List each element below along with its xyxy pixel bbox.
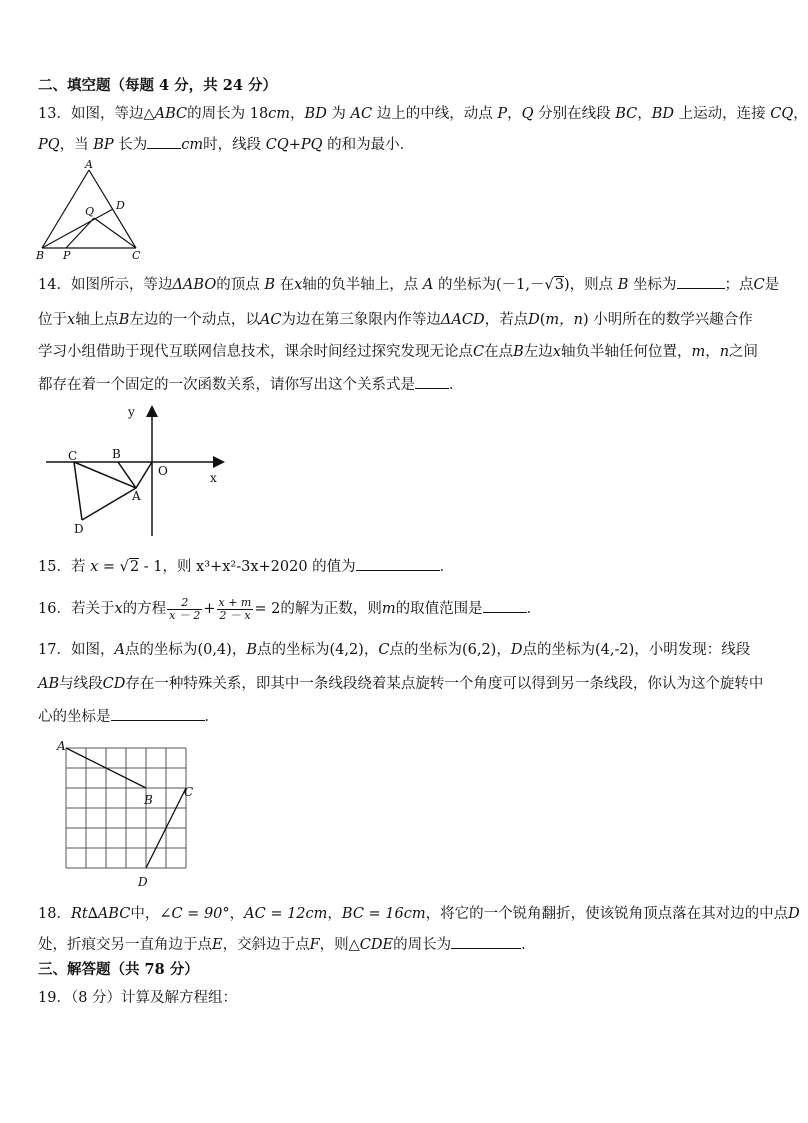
q14-answer-blank-1[interactable] — [677, 274, 725, 289]
q14-d: D — [528, 312, 540, 328]
q18-text: ，交斜边于点 — [222, 937, 310, 953]
q15-rad: 2 — [129, 559, 140, 575]
q18-text: ，将它的一个锐角翻折，使该锐角顶点落在其对边的中点 — [425, 906, 789, 922]
q14-label-x: x — [210, 471, 217, 485]
q17-b: B — [246, 642, 257, 658]
q16-x: x — [114, 601, 123, 617]
q14-text: 坐标为 — [628, 277, 677, 293]
q14-text: 的顶点 — [216, 277, 265, 293]
q18-ac: AC = 12cm — [244, 906, 328, 922]
q17-a: A — [114, 642, 125, 658]
q16-answer-blank[interactable] — [483, 598, 527, 613]
q13-number: 13． — [38, 106, 71, 122]
q17-text: 如图， — [70, 642, 115, 658]
q13-text: 时，线段 — [203, 137, 266, 153]
q14-text: ；点 — [724, 277, 754, 293]
q17-cd: CD — [102, 676, 126, 692]
q13-q: Q — [521, 106, 534, 122]
q18-answer-blank[interactable] — [451, 934, 521, 949]
q17-label-b: B — [144, 793, 153, 807]
q14-coord-rad: 3 — [554, 277, 564, 293]
q14-number: 14． — [38, 277, 71, 293]
q17-figure — [54, 738, 204, 890]
q13-unit: cm — [268, 106, 291, 122]
q13-segment-cq — [94, 218, 136, 248]
q14-text: 在 — [274, 277, 295, 293]
q14-label-c: C — [68, 449, 78, 463]
q14-mn: m，n — [545, 312, 583, 328]
q18-number: 18． — [38, 906, 71, 922]
q17-text: ， — [496, 642, 511, 658]
q16-fraction-1 — [167, 597, 202, 622]
q17-d: D — [510, 642, 523, 658]
q16-text: 的方程 — [122, 601, 167, 617]
q18-line1 — [38, 904, 800, 924]
q17-text: 点的坐标为 — [389, 642, 462, 658]
q18-triangle: ∆ABC — [87, 906, 131, 922]
q14-text: 轴负半轴任何位置， — [560, 344, 692, 360]
q14-acd: ΔACD — [440, 312, 485, 328]
q18-e: E — [212, 937, 223, 953]
q19-line: 19．（8 分）计算及解方程组： — [38, 990, 238, 1006]
q14-side-oa — [136, 462, 152, 488]
q13-text: 的周长为 18 — [187, 106, 269, 122]
q14-side-da — [82, 488, 136, 520]
q13-answer-blank[interactable] — [147, 134, 181, 149]
q16-plus: + — [203, 601, 216, 617]
q14-text: ． — [449, 377, 464, 393]
q18-text: 中， — [130, 906, 160, 922]
q14-text: ，则点 — [569, 277, 618, 293]
q14-n: n — [719, 344, 730, 360]
q13-bd: BD — [304, 106, 327, 122]
q18-cde: △CDE — [348, 937, 394, 953]
q14-figure — [40, 400, 240, 540]
q16-text: 的取值范围是 — [395, 601, 483, 617]
q18-text: 的周长为 — [393, 937, 452, 953]
q14-text: 如图所示，等边 — [70, 277, 173, 293]
q13-unit2: cm — [181, 137, 204, 153]
q14-answer-blank-2[interactable] — [415, 374, 449, 389]
q17-text: 点的坐标为 — [256, 642, 330, 658]
q13-label-c: C — [132, 249, 141, 262]
q14-b4: B — [513, 344, 524, 360]
q14-text: 左边的一个动点，以 — [129, 312, 260, 328]
q13-sum: CQ+PQ — [265, 137, 323, 153]
q14-text: 在点 — [484, 344, 514, 360]
q14-text: ， — [705, 344, 720, 360]
q14-coord-post: ) — [563, 277, 570, 293]
q16-line — [38, 594, 541, 624]
q14-line3 — [38, 342, 758, 362]
q18-text: 处，折痕交另一直角边于点 — [38, 937, 212, 953]
q14-b: B — [264, 277, 275, 293]
q16-f1-den: x － 2 — [169, 608, 201, 622]
q13-label-q: Q — [85, 205, 95, 218]
q18-text: ， — [327, 906, 342, 922]
q14-c2: C — [473, 344, 485, 360]
q17-line3 — [38, 706, 219, 727]
q14-text: ，若点 — [484, 312, 529, 328]
q13-bd2: BD — [651, 106, 675, 122]
q14-side-cd — [74, 462, 82, 520]
q14-x2: x — [67, 312, 76, 328]
q13-label-b: B — [36, 249, 45, 262]
q15-text: - 1，则 x³+x²-3x+2020 的值为 — [139, 559, 356, 575]
q13-bp: BP — [93, 137, 114, 153]
q13-line1 — [38, 104, 808, 124]
q17-line2 — [38, 674, 763, 694]
q13-segment-bd — [42, 209, 113, 248]
q13-text: ， — [290, 106, 305, 122]
q14-b2: B — [617, 277, 629, 293]
q14-text: 是 — [764, 277, 780, 293]
q14-b3: B — [118, 312, 130, 328]
q14-text: 学习小组借助于现代互联网信息技术，课余时间经过探究发现无论点 — [38, 344, 473, 360]
q17-label-a: A — [57, 739, 66, 753]
q14-line1 — [38, 274, 779, 295]
q17-coord-d: (4,-2) — [594, 642, 635, 658]
q18-rt: Rt — [70, 906, 88, 922]
q16-text: 的解为正数，则 — [280, 601, 382, 617]
q13-cq: CQ — [770, 106, 794, 122]
q18-text: ． — [521, 937, 536, 953]
q17-number: 17． — [38, 642, 71, 658]
q16-fraction-2 — [217, 597, 254, 622]
q14-x3: x — [552, 344, 561, 360]
q14-text: 轴的负半轴上，点 — [302, 277, 423, 293]
q15-text: = — [98, 559, 120, 575]
q17-label-d: D — [138, 875, 148, 889]
q15-x: x — [90, 559, 99, 575]
q17-c: C — [378, 642, 390, 658]
q13-label-d: D — [116, 199, 125, 212]
q15-answer-blank[interactable] — [356, 556, 440, 571]
q13-bc: BC — [615, 106, 638, 122]
q14-label-o: O — [158, 464, 168, 478]
q14-text: 位于 — [38, 312, 67, 328]
q14-x: x — [294, 277, 303, 293]
q13-label-p: P — [63, 249, 71, 262]
q16-f2-den: 2 － x — [219, 608, 251, 622]
q14-ac: AC — [259, 312, 282, 328]
q14-label-a: A — [132, 489, 141, 503]
q14-text: 都存在着一个固定的一次函数关系，请你写出这个关系式是 — [38, 377, 415, 393]
q14-text: 的坐标为 — [433, 277, 496, 293]
q18-text: ， — [229, 906, 245, 922]
q16-m: m — [381, 601, 396, 617]
q13-figure — [36, 158, 146, 262]
q13-p: P — [497, 106, 508, 122]
q15-text: ． — [439, 559, 455, 575]
q14-text: ) 小明所在的数学兴趣合作 — [583, 312, 753, 328]
q16-eq: = 2 — [254, 601, 281, 617]
q14-coord-a: (－1,－√3) — [495, 277, 570, 293]
q17-coord-c: (6,2) — [461, 642, 497, 658]
q14-text: 为边在第三象限内作等边 — [281, 312, 441, 328]
q14-coord-pre: (－1,－ — [495, 277, 545, 293]
q14-text: 之间 — [729, 344, 759, 360]
q16-f2-num: x + m — [218, 595, 252, 609]
q13-side-ab — [42, 170, 89, 248]
q17-coord-a: (0,4) — [197, 642, 232, 658]
q17-text: 点的坐标为 — [522, 642, 595, 658]
q13-text: 边上的中线，动点 — [372, 106, 498, 122]
section-title-fill-blank: 二、填空题（每题 4 分，共 24 分） — [38, 77, 277, 94]
q14-text: 左边 — [523, 344, 553, 360]
q14-c: C — [753, 277, 765, 293]
q18-text: ，则 — [319, 937, 349, 953]
q15-line: 15．若 x = √2 - 1，则 x³+x²-3x+2020 的值为 ． — [38, 556, 454, 577]
q14-m: m — [691, 344, 706, 360]
q14-text: ( — [539, 312, 546, 328]
q14-line2 — [38, 310, 753, 330]
q13-text: 的和为最小． — [322, 137, 415, 153]
q14-line4 — [38, 374, 464, 395]
q16-text: ． — [526, 601, 542, 617]
q18-angle: ∠C = 90° — [159, 906, 230, 922]
q13-text: 长为 — [113, 137, 148, 153]
q13-text: 如图，等边 — [70, 106, 144, 122]
q13-text: ， — [637, 106, 652, 122]
q13-text: 上运动，连接 — [674, 106, 771, 122]
q17-text: ． — [204, 709, 219, 725]
section-title-solve: 三、解答题（共 78 分） — [38, 961, 199, 978]
q13-line2 — [38, 134, 414, 155]
q18-d: D — [788, 906, 800, 922]
q14-label-b: B — [112, 447, 121, 461]
q16-number: 16． — [38, 601, 71, 617]
q17-text: ， — [363, 642, 379, 658]
q14-text: 轴上点 — [75, 312, 119, 328]
q14-a: A — [422, 277, 434, 293]
q13-label-a: A — [85, 158, 93, 171]
q13-ac: AC — [350, 106, 373, 122]
q17-answer-blank[interactable] — [111, 706, 205, 721]
q17-coord-b: (4,2) — [329, 642, 364, 658]
q14-abo: ΔABO — [172, 277, 217, 293]
q18-f: F — [309, 937, 320, 953]
q15-number: 15． — [38, 559, 71, 575]
q17-line1 — [38, 640, 750, 660]
q13-text: 为 — [326, 106, 351, 122]
q13-text: ，当 — [59, 137, 94, 153]
q15-text: 若 — [70, 559, 91, 575]
q17-text: 与线段 — [59, 676, 103, 692]
q17-text: ，小明发现：线段 — [634, 642, 751, 658]
q13-text: 分别在线段 — [533, 106, 616, 122]
q17-text: ， — [231, 642, 247, 658]
q17-label-c: C — [184, 785, 194, 799]
q14-label-y: y — [128, 405, 135, 419]
q17-text: 点的坐标为 — [124, 642, 198, 658]
q17-ab: AB — [38, 676, 60, 692]
q13-text: ， — [507, 106, 522, 122]
q17-text: 存在一种特殊关系，即其中一条线段绕着某点旋转一个角度可以得到另一条线段，你认为这个旋转中 — [125, 676, 764, 692]
q17-text: 心的坐标是 — [38, 709, 111, 725]
q13-text: ， — [793, 106, 808, 122]
q18-line2 — [38, 934, 536, 955]
q13-triangle: △ABC — [143, 106, 188, 122]
q13-pq: PQ — [38, 137, 60, 153]
q18-bc: BC = 16cm — [341, 906, 426, 922]
q14-label-d: D — [74, 522, 84, 536]
q16-f1-num: 2 — [167, 597, 202, 610]
q16-text: 若关于 — [70, 601, 115, 617]
